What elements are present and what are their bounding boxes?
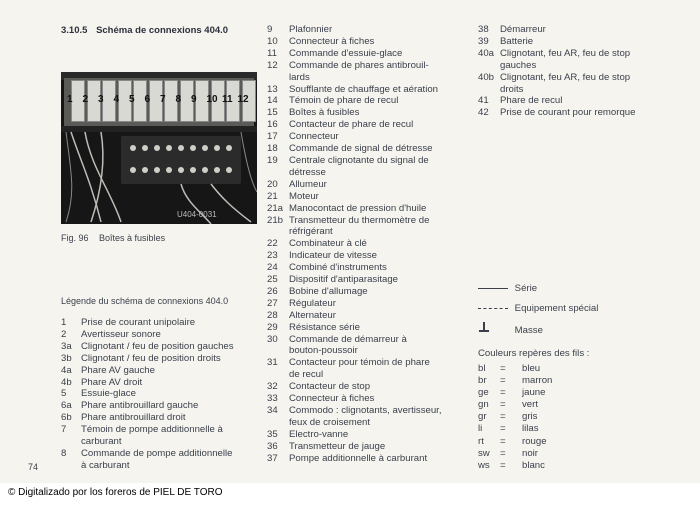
ground-icon: [478, 321, 508, 336]
legend-item-number: 4b: [61, 376, 72, 388]
legend-item-number: 21: [267, 190, 278, 202]
legend-item-text: gauches: [500, 59, 537, 71]
key-special: [478, 303, 598, 314]
legend-item-text: Résistance série: [289, 321, 360, 333]
legend-item-text: réfrigérant: [289, 226, 333, 238]
equals-sign: =: [500, 459, 506, 471]
legend-item: [267, 60, 467, 84]
fuse-number: 10: [206, 94, 218, 105]
legend-item-number: 25: [267, 274, 278, 286]
color-item: [478, 411, 552, 423]
colors-title: Couleurs repères des fils :: [478, 348, 590, 359]
legend-item: [267, 179, 467, 191]
legend-item-number: 34: [267, 405, 278, 416]
legend-item-number: 6b: [61, 412, 72, 424]
legend-item-text: Régulateur: [289, 297, 336, 309]
color-item: [478, 387, 552, 399]
legend-item-text: Combinateur à clé: [289, 238, 367, 250]
legend-item-text: à carburant: [81, 459, 130, 471]
color-abbr: rt: [478, 435, 484, 447]
legend-item-text: détresse: [289, 166, 326, 178]
legend-item-text: Connecteur à fiches: [289, 35, 375, 47]
legend-item: [61, 388, 261, 400]
legend-item-text: Prise de courant unipolaire: [81, 317, 196, 328]
legend-item-number: 5: [61, 388, 67, 400]
legend-item: [61, 353, 261, 365]
color-name: marron: [522, 375, 553, 387]
legend-item-number: 19: [267, 154, 278, 166]
legend-item-text: Prise de courant pour remorque: [500, 107, 636, 119]
legend-item: [478, 72, 678, 96]
legend-item-text: de recul: [289, 369, 324, 381]
fuse-number: 1: [67, 94, 73, 105]
color-item: [478, 375, 552, 387]
legend-item: [478, 95, 678, 107]
legend-item-number: 39: [478, 35, 489, 47]
color-abbr: br: [478, 375, 487, 387]
equals-sign: =: [500, 399, 506, 411]
color-abbr: ws: [478, 459, 490, 471]
legend-item-number: 37: [267, 452, 278, 464]
legend-item-text: Connecteur: [289, 131, 339, 143]
legend-item-number: 24: [267, 262, 278, 274]
equals-sign: =: [500, 411, 506, 423]
legend-item-text: Commande de pompe additionnelle: [81, 447, 233, 459]
legend-item-number: 38: [478, 24, 489, 35]
key-special-label: Equipement spécial: [514, 303, 599, 314]
figure-number: Fig. 96: [61, 233, 89, 243]
color-item: [478, 363, 552, 375]
section-title: [61, 25, 234, 36]
legend-item-number: 36: [267, 440, 278, 452]
legend-item-number: 42: [478, 107, 489, 119]
legend-item: [267, 131, 467, 143]
legend-item-number: 21b: [267, 214, 284, 226]
section-number: 3.10.5: [61, 25, 88, 36]
legend-item-number: 32: [267, 381, 278, 393]
legend-item: [267, 107, 467, 119]
legend-item-text: Phare AV gauche: [81, 364, 155, 376]
legend-item: [61, 341, 261, 353]
legend-item: [267, 381, 467, 393]
legend-item-text: Pompe additionnelle à carburant: [289, 452, 428, 464]
legend-item: [61, 377, 261, 389]
legend-item: [61, 448, 261, 472]
legend-item-number: 8: [61, 447, 67, 459]
equals-sign: =: [500, 447, 506, 459]
color-name: bleu: [522, 363, 541, 374]
legend-item: [267, 155, 467, 179]
legend-item: [61, 365, 261, 377]
legend-item-number: 29: [267, 321, 278, 333]
legend-item-number: 15: [267, 107, 278, 119]
fuse-number: 3: [98, 94, 104, 105]
fuse-number: 8: [175, 94, 182, 105]
legend-item-number: 9: [267, 24, 273, 35]
legend-item: [61, 400, 261, 412]
legend-item-number: 12: [267, 59, 278, 71]
equals-sign: =: [500, 387, 506, 399]
color-abbr: li: [478, 423, 483, 435]
fuse-number: 12: [237, 94, 249, 105]
legend-item: [61, 424, 261, 448]
legend-item-text: Alternateur: [289, 309, 336, 321]
legend-item-text: Contacteur pour témoin de phare: [289, 357, 430, 369]
legend-item-text: Avertisseur sonore: [81, 328, 161, 340]
legend-item-text: Centrale clignotante du signal de: [289, 154, 429, 166]
equals-sign: =: [500, 423, 506, 435]
color-abbr: sw: [478, 447, 490, 459]
legend-item-number: 6a: [61, 400, 72, 412]
figure-caption-text: Boîtes à fusibles: [99, 233, 166, 243]
legend-item: [267, 441, 467, 453]
legend-list-middle: [267, 24, 467, 465]
colors-list: [478, 363, 552, 472]
photo-code: U404-0031: [177, 210, 217, 219]
legend-item-text: Moteur: [289, 190, 319, 202]
equals-sign: =: [500, 363, 506, 374]
legend-item-number: 16: [267, 119, 278, 131]
legend-item-text: Commande de signal de détresse: [289, 143, 433, 155]
equals-sign: =: [500, 375, 506, 387]
legend-item: [267, 215, 467, 239]
legend-item: [267, 298, 467, 310]
legend-item-text: Batterie: [500, 35, 534, 47]
fuse-number: 5: [129, 94, 135, 105]
legend-item-text: Combiné d'instruments: [289, 262, 387, 274]
color-item: [478, 436, 552, 448]
legend-item-text: Clignotant, feu AR, feu de stop: [500, 71, 631, 83]
legend-item-text: Phare antibrouillard gauche: [81, 400, 199, 412]
color-item: [478, 423, 552, 435]
color-item: [478, 448, 552, 460]
legend-item-text: Indicateur de vitesse: [289, 250, 377, 262]
legend-item-text: bouton-poussoir: [289, 345, 358, 357]
legend-item: [267, 262, 467, 274]
legend-item-number: 31: [267, 357, 278, 369]
legend-item: [267, 274, 467, 286]
color-name: blanc: [522, 459, 545, 471]
legend-item: [478, 48, 678, 72]
legend-item-text: Témoin de phare de recul: [289, 95, 399, 107]
legend-item: [267, 405, 467, 429]
figure-caption: [61, 233, 165, 243]
legend-item: [267, 238, 467, 250]
legend-item-text: Commande d'essuie-glace: [289, 47, 403, 59]
legend-item-number: 27: [267, 297, 278, 309]
color-abbr: gn: [478, 399, 489, 411]
legend-item: [267, 95, 467, 107]
legend-item-number: 3a: [61, 340, 72, 352]
legend-item-text: Electro-vanne: [289, 428, 349, 440]
legend-item-number: 14: [267, 95, 278, 107]
legend-item: [478, 36, 678, 48]
legend-item-text: Phare AV droit: [81, 376, 143, 388]
color-item: [478, 460, 552, 472]
legend-list-right: [478, 24, 678, 119]
fuse-box-photo: [61, 72, 257, 224]
solid-line-icon: [478, 288, 508, 289]
legend-item: [61, 412, 261, 424]
legend-item: [267, 48, 467, 60]
legend-item-number: 28: [267, 309, 278, 321]
legend-item-number: 11: [267, 47, 277, 59]
legend-item: [267, 393, 467, 405]
legend-item-text: Essuie-glace: [81, 388, 136, 400]
legend-item-number: 3b: [61, 352, 72, 364]
legend-item-text: droits: [500, 83, 524, 95]
legend-item-number: 21a: [267, 202, 284, 214]
legend-item: [478, 24, 678, 36]
key-serie-label: Série: [514, 283, 538, 294]
legend-item-number: 7: [61, 424, 67, 436]
fuse-number: 6: [144, 94, 151, 105]
legend-item: [267, 453, 467, 465]
legend-title: Légende du schéma de connexions 404.0: [61, 296, 229, 306]
legend-item-text: Commande de phares antibrouil-: [289, 59, 429, 71]
legend-item-number: 2: [61, 328, 67, 340]
legend-item: [267, 143, 467, 155]
legend-item-number: 40b: [478, 71, 495, 83]
legend-item: [267, 250, 467, 262]
legend-item-text: lards: [289, 71, 310, 83]
key-serie: [478, 283, 537, 294]
legend-item-number: 4a: [61, 364, 72, 376]
key-masse-label: Masse: [514, 325, 543, 336]
legend-item-text: Connecteur à fiches: [289, 393, 375, 405]
legend-item-text: Bobine d'allumage: [289, 285, 368, 297]
legend-item-number: 33: [267, 393, 278, 405]
legend-item-number: 30: [267, 333, 278, 345]
color-name: jaune: [522, 387, 546, 399]
legend-item-text: Contacteur de stop: [289, 381, 371, 393]
color-abbr: ge: [478, 387, 489, 399]
dashed-line-icon: [478, 308, 508, 309]
color-abbr: bl: [478, 363, 486, 374]
color-name: lilas: [522, 423, 539, 435]
legend-item-number: 18: [267, 143, 278, 155]
scan-credit: © Digitalizado por los foreros de PIEL DE TORO: [8, 487, 223, 498]
legend-item: [267, 24, 467, 36]
section-heading: Schéma de connexions 404.0: [96, 25, 229, 36]
legend-item: [267, 310, 467, 322]
legend-item-number: 35: [267, 428, 278, 440]
color-name: gris: [522, 411, 538, 423]
legend-item-text: Commande de démarreur à: [289, 333, 407, 345]
legend-item-text: carburant: [81, 436, 122, 448]
legend-item-text: Soufflante de chauffage et aération: [289, 83, 439, 95]
legend-item-number: 17: [267, 131, 278, 143]
legend-item: [61, 317, 261, 329]
fuse-number: 7: [160, 94, 166, 105]
legend-item: [267, 36, 467, 48]
legend-item-text: Manocontact de pression d'huile: [289, 202, 427, 214]
legend-item-text: Commodo : clignotants, avertisseur,: [289, 405, 442, 416]
legend-item-text: Clignotant, feu AR, feu de stop: [500, 47, 631, 59]
legend-item-number: 40a: [478, 47, 495, 59]
legend-item: [61, 329, 261, 341]
legend-item: [478, 107, 678, 119]
legend-item-text: Clignotant / feu de position droits: [81, 352, 221, 364]
legend-item: [267, 286, 467, 298]
legend-item-number: 26: [267, 285, 278, 297]
legend-item-text: Transmetteur de jauge: [289, 440, 386, 452]
fuse-number: 4: [113, 94, 120, 105]
legend-item-text: Clignotant / feu de position gauches: [81, 340, 234, 352]
legend-item-text: Dispositif d'antiparasitage: [289, 274, 399, 286]
color-name: vert: [522, 399, 538, 411]
legend-item-text: Phare antibrouillard droit: [81, 412, 186, 424]
legend-item-text: Transmetteur du thermomètre de: [289, 214, 430, 226]
legend-item-text: Démarreur: [500, 24, 546, 35]
fuse-number: 2: [82, 94, 89, 105]
legend-item-text: Phare de recul: [500, 95, 563, 107]
legend-item-text: Plafonnier: [289, 24, 333, 35]
legend-item: [267, 191, 467, 203]
key-masse: [478, 321, 543, 336]
legend-item: [267, 84, 467, 96]
legend-item-number: 41: [478, 95, 489, 107]
color-name: rouge: [522, 435, 547, 447]
legend-list-left: [61, 317, 261, 472]
legend-item-number: 20: [267, 178, 278, 190]
legend-item-text: Allumeur: [289, 178, 327, 190]
legend-item: [267, 334, 467, 358]
legend-item: [267, 357, 467, 381]
legend-item-number: 13: [267, 83, 278, 95]
color-name: noir: [522, 447, 538, 459]
legend-item-text: Contacteur de phare de recul: [289, 119, 414, 131]
equals-sign: =: [500, 435, 506, 447]
legend-item-number: 22: [267, 238, 278, 250]
legend-item: [267, 322, 467, 334]
legend-item: [267, 203, 467, 215]
legend-item-text: Boîtes à fusibles: [289, 107, 360, 119]
page-number: 74: [28, 462, 39, 472]
fuse-number: 9: [191, 94, 197, 105]
legend-item-number: 1: [61, 317, 67, 328]
fuse-number: 11: [222, 94, 233, 105]
legend-item: [267, 429, 467, 441]
color-abbr: gr: [478, 411, 487, 423]
legend-item-number: 23: [267, 250, 278, 262]
legend-item: [267, 119, 467, 131]
legend-item-text: Témoin de pompe additionnelle à: [81, 424, 223, 436]
color-item: [478, 399, 552, 411]
legend-item-text: feux de croisement: [289, 416, 371, 428]
legend-item-number: 10: [267, 35, 278, 47]
